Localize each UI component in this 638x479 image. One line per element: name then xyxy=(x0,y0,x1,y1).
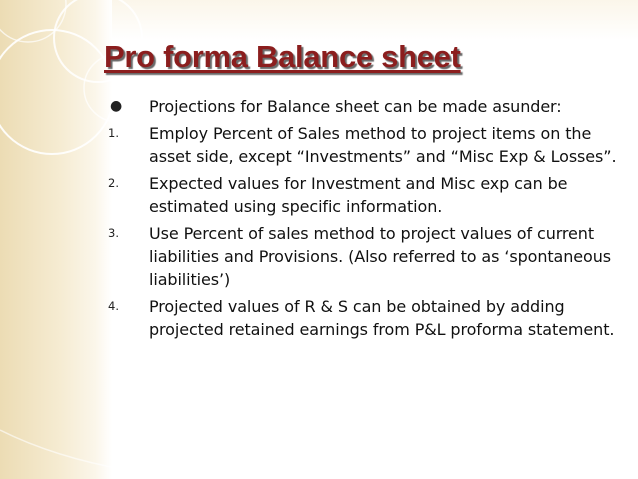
list-item xyxy=(108,295,628,341)
list-item-text: Expected values for Investment and Misc exp can be estimated using specific information. xyxy=(149,174,568,216)
content-list xyxy=(108,95,628,345)
list-item-text: Use Percent of sales method to project values of current liabilities and Provisions. (Also referred to as ‘spontaneous liabilities’) xyxy=(149,224,611,289)
title-area xyxy=(104,37,624,83)
list-item xyxy=(108,122,628,168)
list-item-text: Employ Percent of Sales method to project items on the asset side, except “Investments” and “Misc Exp & Losses”. xyxy=(149,124,617,166)
slide-title: Pro forma Balance sheet xyxy=(104,39,461,74)
list-item-text: Projected values of R & S can be obtained by adding projected retained earnings from P&L proforma statement. xyxy=(149,297,615,339)
list-item xyxy=(108,95,628,118)
bullet-marker: ● xyxy=(110,98,123,114)
number-marker: 3. xyxy=(108,226,119,240)
list-item xyxy=(108,222,628,291)
number-marker: 2. xyxy=(108,176,119,190)
number-marker: 4. xyxy=(108,299,119,313)
number-marker: 1. xyxy=(108,126,119,140)
list-item-text: Projections for Balance sheet can be made asunder: xyxy=(149,97,562,116)
list-item xyxy=(108,172,628,218)
